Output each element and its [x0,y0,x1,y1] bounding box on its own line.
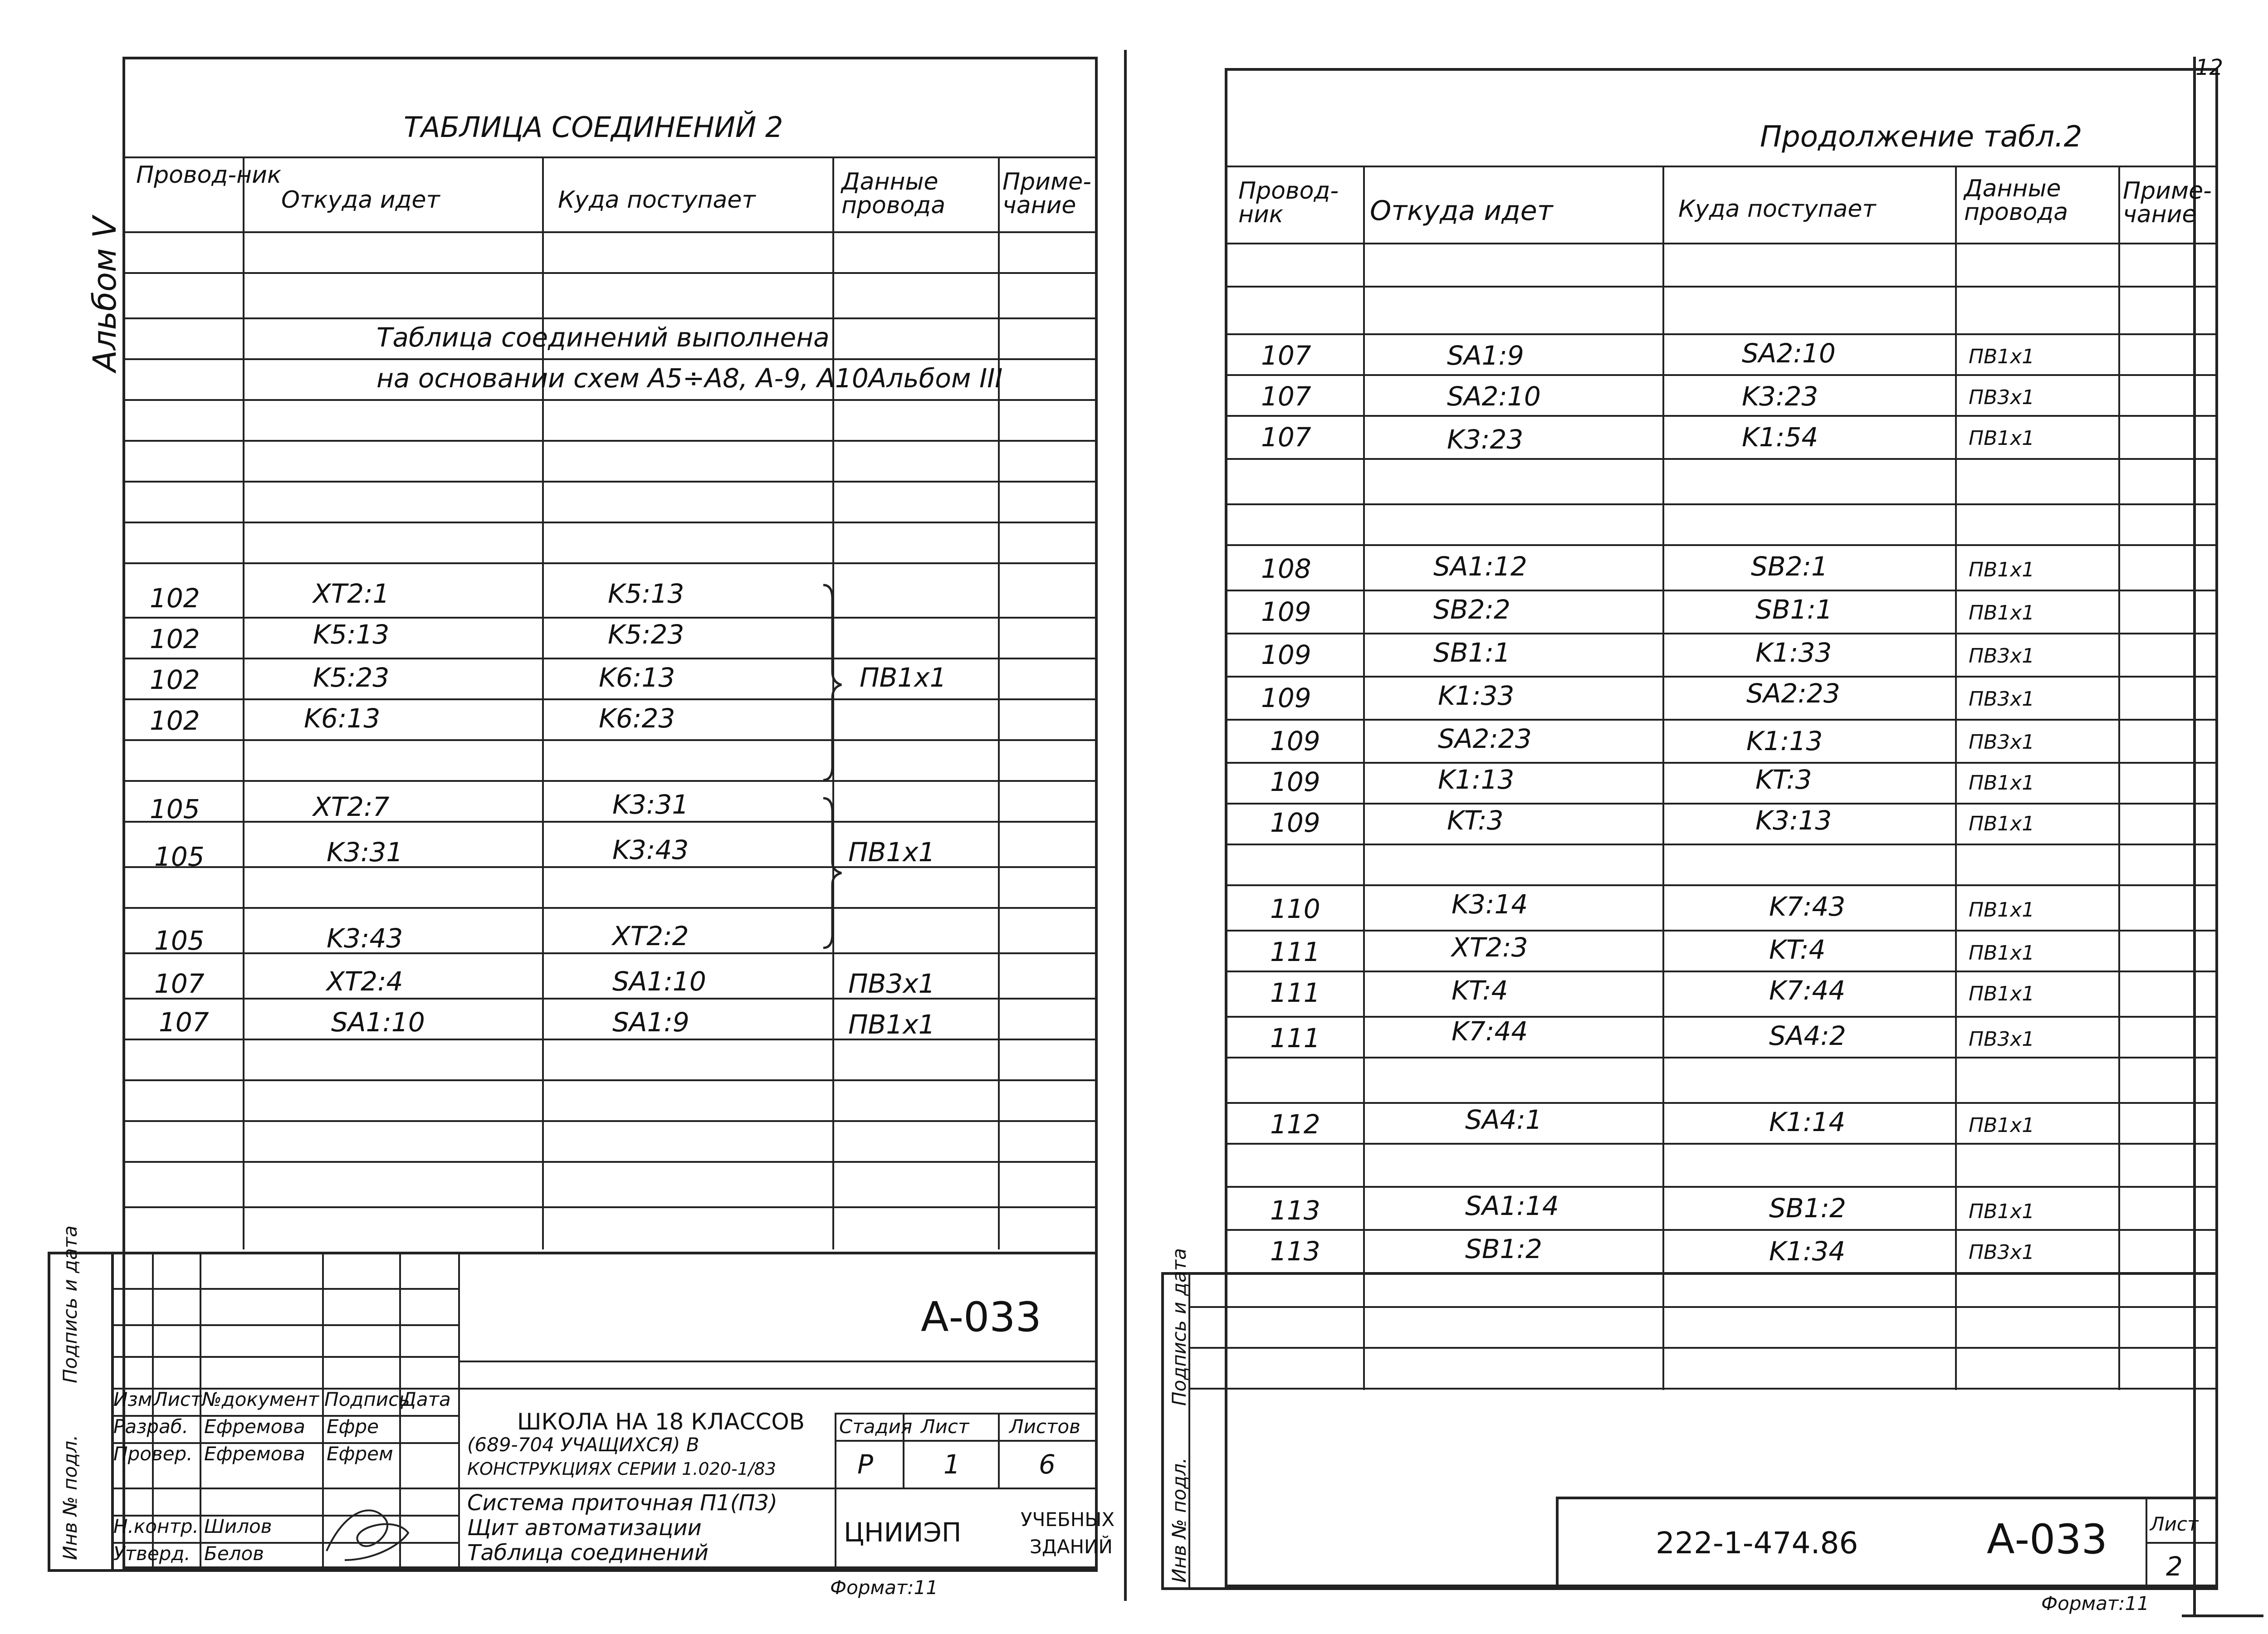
col-header-wire: Провод-ник [136,161,282,189]
right-doc-code: А-033 [1987,1516,2107,1563]
album-label: Альбом V [86,216,123,372]
left-doc-code: А-033 [921,1293,1041,1341]
org-name: ЦНИИЭП [844,1517,962,1548]
right-format: Формат:11 [2041,1592,2149,1614]
series-code: 222-1-474.86 [1656,1526,1858,1561]
brace-group-1 [819,580,846,1034]
col-header-from: Откуда идет [1370,195,1553,227]
right-frame [1225,68,2218,1587]
col-header-data: Данные провода [841,168,946,219]
col-header-data: Данные провода [1964,175,2068,226]
col-header-to: Куда поступает [1678,195,1876,223]
signature-icon [318,1492,417,1569]
col-header-wire: Провод-ник [1238,177,1339,228]
col-header-from: Откуда идет [281,186,440,214]
left-format: Формат:11 [830,1576,938,1599]
note-line-1: Таблица соединений выполнена [376,322,830,353]
col-header-to: Куда поступает [558,186,756,214]
page-number: 12 [2195,55,2224,80]
note-line-2: на основании схем А5÷А8, А-9, А10Альбом III [376,363,1003,394]
sheet-divider [1124,50,1127,1601]
left-table-title: ТАБЛИЦА СОЕДИНЕНИЙ 2 [404,111,783,144]
col-header-note: Приме-чание [1002,168,1091,219]
left-frame [122,57,1098,1569]
col-header-note: Приме-чание [2123,177,2212,228]
right-table-title: Продолжение табл.2 [1760,120,2082,154]
